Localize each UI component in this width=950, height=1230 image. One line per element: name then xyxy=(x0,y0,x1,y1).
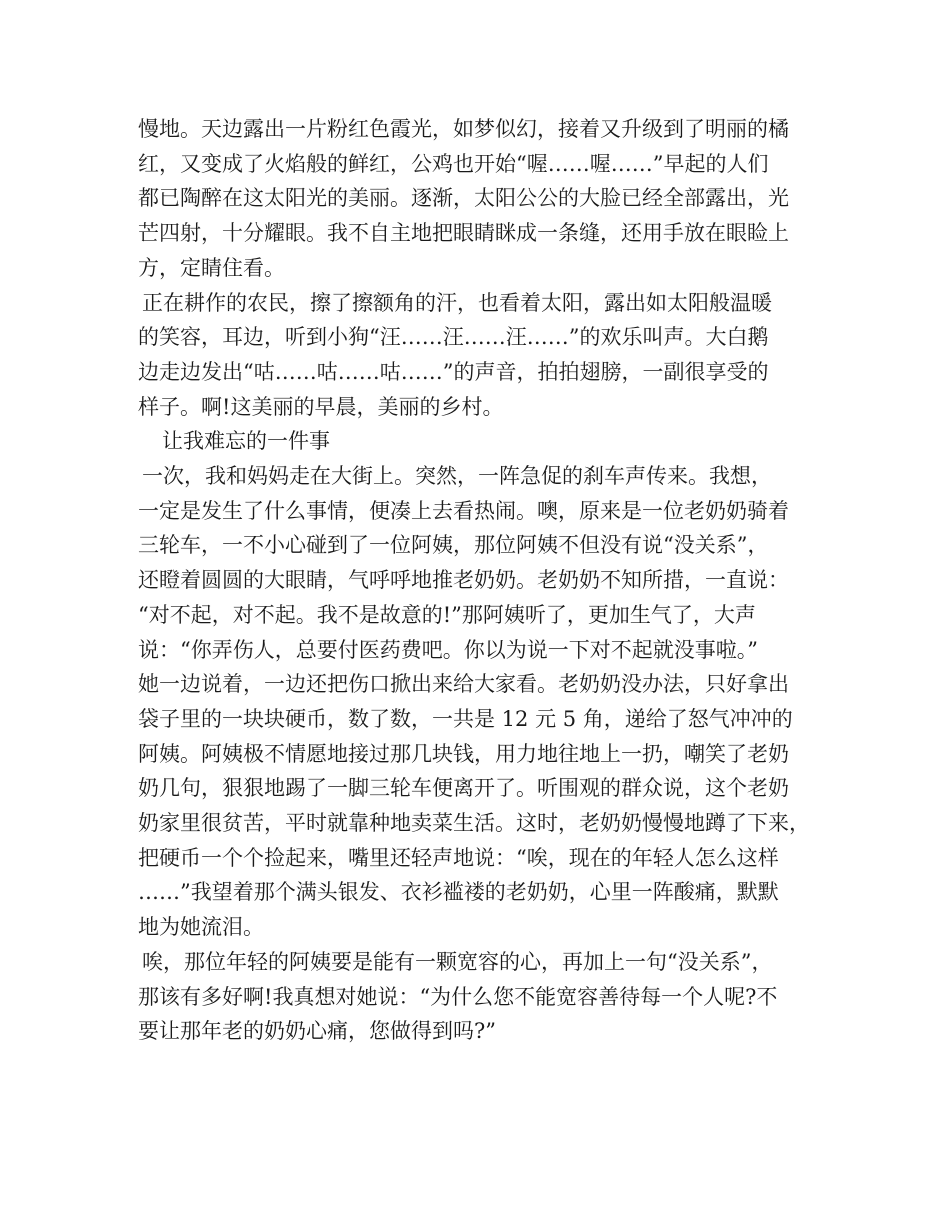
paragraph-reflection xyxy=(138,945,838,1049)
text-line: 说：“你弄伤人，总要付医药费吧。你以为说一下对不起就没事啦。” xyxy=(138,637,758,662)
text-line: 地为她流泪。 xyxy=(138,915,264,940)
text-line: 那该有多好啊!我真想对她说：“为什么您不能宽容善待每一个人呢?不 xyxy=(138,984,778,1009)
text-line: 阿姨。阿姨极不情愿地接过那几块钱，用力地往地上一扔，嘲笑了老奶 xyxy=(138,741,789,766)
paragraph-street-incident xyxy=(138,459,838,945)
text-line: 芒四射，十分耀眼。我不自主地把眼睛眯成一条缝，还用手放在眼睑上 xyxy=(138,221,789,246)
text-line: 奶家里很贫苦，平时就靠种地卖菜生活。这时，老奶奶慢慢地蹲了下来， xyxy=(138,811,810,836)
text-line: 正在耕作的农民，擦了擦额角的汗，也看着太阳，露出如太阳般温暖 xyxy=(142,290,772,315)
text-line: 她一边说着，一边还把伤口掀出来给大家看。老奶奶没办法，只好拿出 xyxy=(138,672,789,697)
text-line: 奶几句，狠狠地踢了一脚三轮车便离开了。听围观的群众说，这个老奶 xyxy=(138,776,789,801)
text-line: 一次，我和妈妈走在大街上。突然，一阵急促的刹车声传来。我想， xyxy=(142,464,772,489)
text-line: 一定是发生了什么事情，便凑上去看热闹。噢，原来是一位老奶奶骑着 xyxy=(138,498,789,523)
text-line: 要让那年老的奶奶心痛，您做得到吗?” xyxy=(138,1019,496,1044)
section-heading xyxy=(138,424,838,459)
text-line: 方，定睛住看。 xyxy=(138,255,285,280)
paragraph-farmers xyxy=(138,286,838,425)
text-line: “对不起，对不起。我不是故意的!”那阿姨听了，更加生气了，大声 xyxy=(138,602,756,627)
text-line: 还瞪着圆圆的大眼睛，气呼呼地推老奶奶。老奶奶不知所措，一直说： xyxy=(138,568,789,593)
text-line: 袋子里的一块块硬币，数了数，一共是 12 元 5 角，递给了怒气冲冲的 xyxy=(138,706,793,731)
document-body xyxy=(138,112,838,1049)
text-line: 都已陶醉在这太阳光的美丽。逐渐，太阳公公的大脸已经全部露出，光 xyxy=(138,186,789,211)
text-line: 样子。啊!这美丽的早晨，美丽的乡村。 xyxy=(138,394,504,419)
text-line: 慢地。天边露出一片粉红色霞光，如梦似幻，接着又升级到了明丽的橘 xyxy=(138,117,789,141)
text-line: 边走边发出“咕……咕……咕……”的声音，拍拍翅膀，一副很享受的 xyxy=(138,359,769,384)
text-line: 唉，那位年轻的阿姨要是能有一颗宽容的心，再加上一句“没关系”， xyxy=(142,949,773,974)
heading-text: 让我难忘的一件事 xyxy=(162,429,330,454)
text-line: 红，又变成了火焰般的鲜红，公鸡也开始“喔……喔……”早起的人们 xyxy=(138,151,769,176)
text-line: 把硬币一个个捡起来，嘴里还轻声地说：“唉，现在的年轻人怎么这样 xyxy=(138,845,779,870)
text-line: 三轮车，一不小心碰到了一位阿姨，那位阿姨不但没有说“没关系”， xyxy=(138,533,769,558)
text-line: ……”我望着那个满头银发、衣衫褴褛的老奶奶，心里一阵酸痛，默默 xyxy=(138,880,779,905)
paragraph-sunrise-continued xyxy=(138,112,838,286)
text-line: 的笑容，耳边，听到小狗“汪……汪……汪……”的欢乐叫声。大白鹅 xyxy=(138,325,769,350)
